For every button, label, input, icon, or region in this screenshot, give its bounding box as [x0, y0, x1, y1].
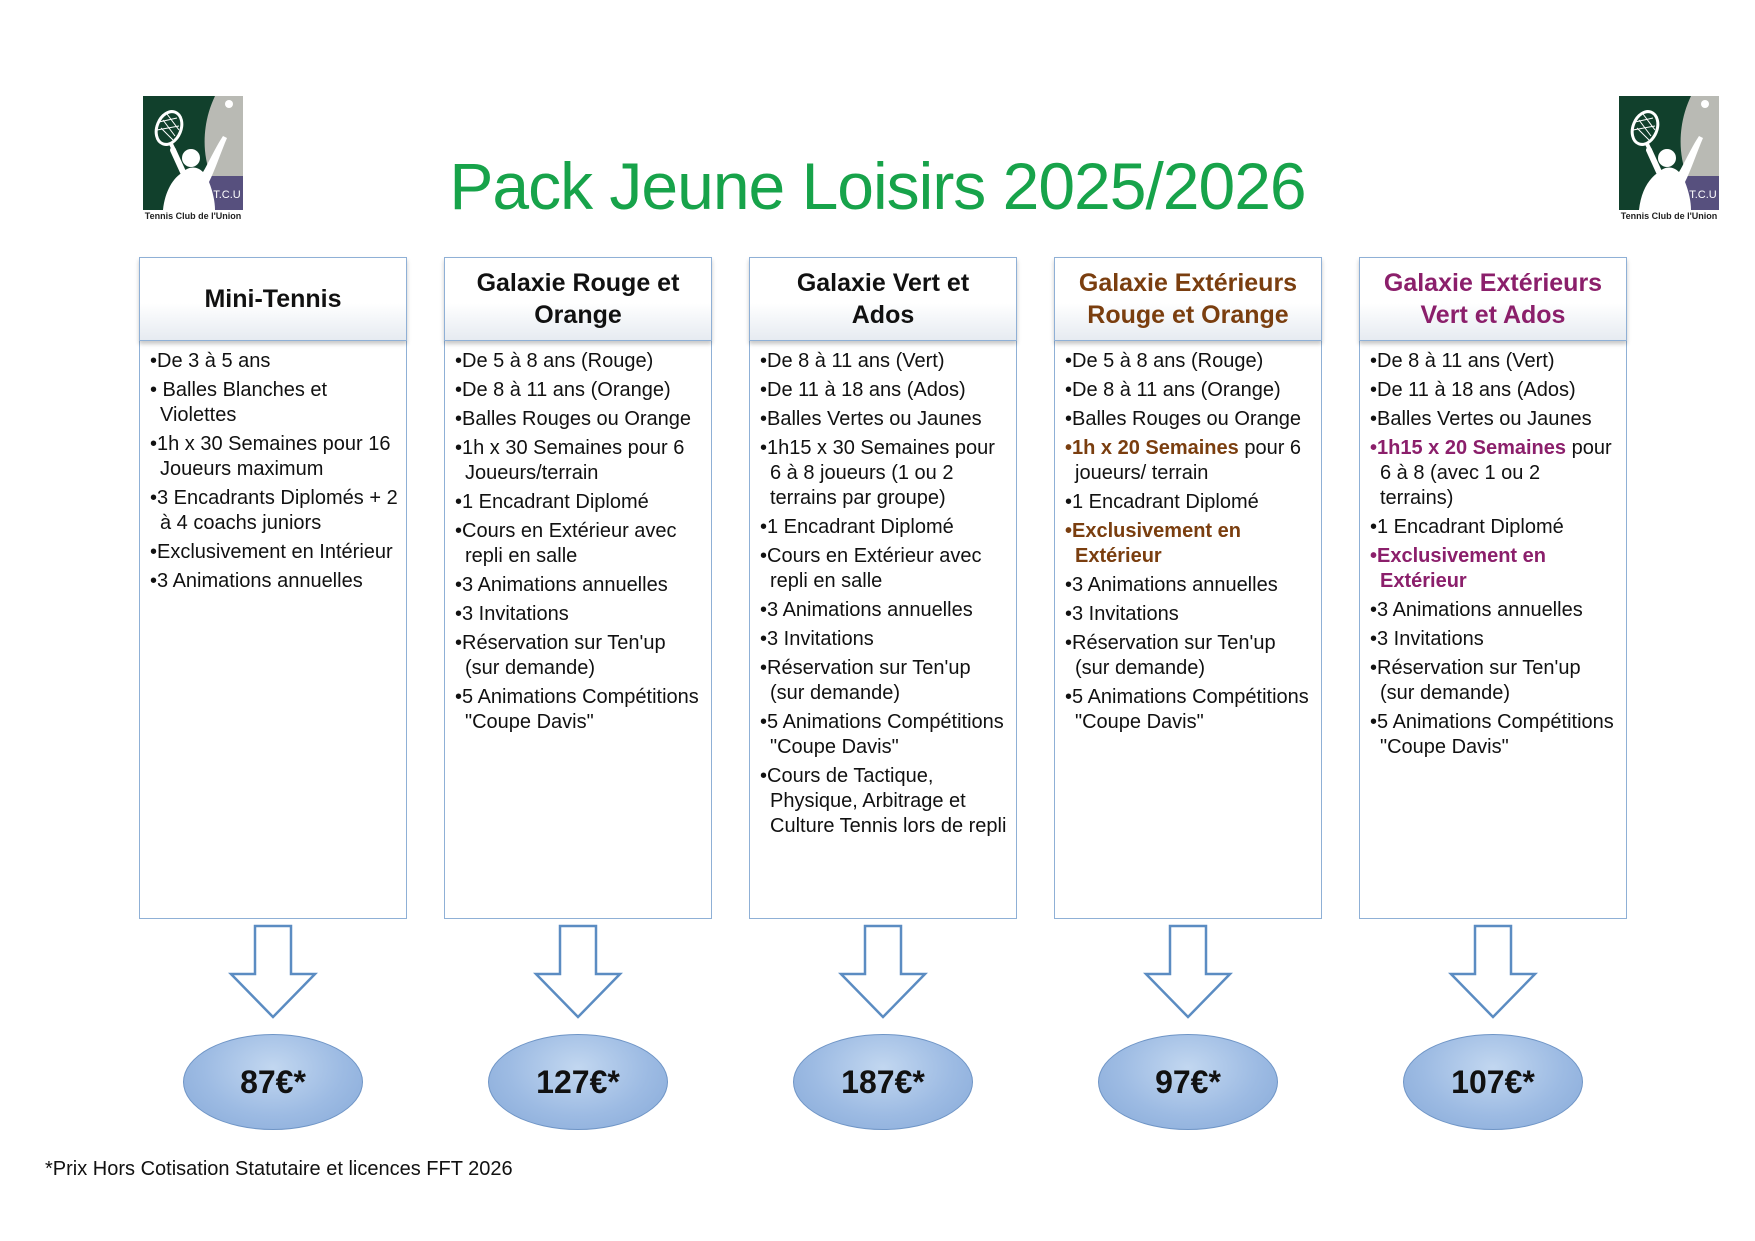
feature-list	[1065, 349, 1313, 735]
pack-column	[444, 257, 712, 1130]
feature-text: •Balles Vertes ou Jaunes	[1370, 408, 1592, 430]
feature-item	[1065, 349, 1313, 374]
feature-item	[1065, 573, 1313, 598]
feature-text: •De 8 à 11 ans (Orange)	[1065, 379, 1281, 401]
pack-features	[139, 341, 407, 919]
feature-text: •De 11 à 18 ans (Ados)	[760, 379, 966, 401]
price-badge: 187€*	[793, 1034, 973, 1130]
feature-item	[1065, 436, 1313, 486]
feature-text: •3 Encadrants Diplomés + 2 à 4 coachs juniors	[150, 487, 398, 534]
feature-text: •1h x 20 Semaines	[1065, 437, 1239, 459]
feature-item	[150, 540, 398, 565]
feature-text: •5 Animations Compétitions "Coupe Davis"	[760, 711, 1004, 758]
feature-text-rest: pour 6 à 8 (avec 1 ou 2 terrains)	[1380, 437, 1612, 509]
logo-initials: T.C.U	[213, 189, 241, 201]
arrow-down-icon	[1143, 924, 1233, 1020]
feature-item	[1065, 602, 1313, 627]
feature-item	[1370, 349, 1618, 374]
feature-item	[760, 764, 1008, 839]
feature-item	[760, 515, 1008, 540]
feature-item	[455, 490, 703, 515]
feature-item	[760, 436, 1008, 511]
feature-text: •5 Animations Compétitions "Coupe Davis"	[1065, 686, 1309, 733]
feature-text: •De 5 à 8 ans (Rouge)	[1065, 350, 1264, 372]
price-badge: 127€*	[488, 1034, 668, 1130]
feature-text: •Exclusivement en Extérieur	[1065, 520, 1241, 567]
feature-item	[1065, 378, 1313, 403]
footnote: *Prix Hors Cotisation Statutaire et licences FFT 2026	[45, 1158, 513, 1180]
feature-item	[455, 631, 703, 681]
pack-title: Galaxie Rouge et Orange	[444, 257, 712, 341]
feature-text: •1h15 x 30 Semaines pour 6 à 8 joueurs (1 ou 2 terrains par groupe)	[760, 437, 995, 509]
feature-text: •3 Animations annuelles	[1065, 574, 1278, 596]
feature-item	[455, 519, 703, 569]
feature-text: •Balles Rouges ou Orange	[1065, 408, 1302, 430]
feature-item	[1065, 407, 1313, 432]
feature-text: •Balles Rouges ou Orange	[455, 408, 692, 430]
feature-item	[150, 486, 398, 536]
feature-text: • Balles Blanches et Violettes	[150, 379, 328, 426]
pack-title: Mini-Tennis	[139, 257, 407, 341]
feature-item	[1370, 656, 1618, 706]
club-logo-left	[143, 96, 243, 221]
feature-item	[760, 627, 1008, 652]
feature-item	[1370, 407, 1618, 432]
feature-item	[150, 349, 398, 374]
feature-text: •Réservation sur Ten'up (sur demande)	[1370, 657, 1581, 704]
logo-club-name: Tennis Club de l'Union	[1620, 211, 1718, 221]
feature-item	[1370, 515, 1618, 540]
arrow-down-icon	[1448, 924, 1538, 1020]
feature-text: •De 11 à 18 ans (Ados)	[1370, 379, 1576, 401]
feature-item	[1065, 685, 1313, 735]
feature-text: •De 3 à 5 ans	[150, 350, 271, 372]
feature-item	[1370, 710, 1618, 760]
price-badge: 87€*	[183, 1034, 363, 1130]
pack-title: Galaxie Vert et Ados	[749, 257, 1017, 341]
arrow-down-icon	[838, 924, 928, 1020]
feature-text: •Cours de Tactique, Physique, Arbitrage et Culture Tennis lors de repli	[760, 765, 1007, 837]
feature-item	[1370, 378, 1618, 403]
feature-item	[1370, 627, 1618, 652]
feature-item	[455, 602, 703, 627]
pack-features	[1359, 341, 1627, 919]
feature-text: •5 Animations Compétitions "Coupe Davis"	[455, 686, 699, 733]
feature-item	[1065, 519, 1313, 569]
feature-item	[455, 685, 703, 735]
tennis-player-logo-icon	[1619, 96, 1719, 210]
feature-text: •De 8 à 11 ans (Vert)	[1370, 350, 1555, 372]
pack-title: Galaxie Extérieurs Vert et Ados	[1359, 257, 1627, 341]
pack-features	[1054, 341, 1322, 919]
price-badge: 97€*	[1098, 1034, 1278, 1130]
feature-item	[150, 569, 398, 594]
feature-text: •3 Invitations	[1370, 628, 1484, 650]
feature-text: •3 Invitations	[1065, 603, 1179, 625]
feature-text: •1h x 30 Semaines pour 16 Joueurs maximum	[150, 433, 391, 480]
feature-item	[1370, 544, 1618, 594]
feature-text: •Réservation sur Ten'up (sur demande)	[1065, 632, 1276, 679]
feature-text: •3 Invitations	[760, 628, 874, 650]
feature-text: •1 Encadrant Diplomé	[1065, 491, 1259, 513]
pack-features	[444, 341, 712, 919]
feature-item	[1370, 598, 1618, 623]
feature-text: •3 Animations annuelles	[1370, 599, 1583, 621]
price-badge: 107€*	[1403, 1034, 1583, 1130]
feature-item	[760, 349, 1008, 374]
arrow-down-icon	[533, 924, 623, 1020]
feature-text: •Exclusivement en Extérieur	[1370, 545, 1546, 592]
feature-item	[760, 378, 1008, 403]
feature-text: •5 Animations Compétitions "Coupe Davis"	[1370, 711, 1614, 758]
feature-item	[1065, 490, 1313, 515]
feature-item	[150, 378, 398, 428]
feature-list	[455, 349, 703, 735]
feature-list	[1370, 349, 1618, 760]
pack-column	[1359, 257, 1627, 1130]
feature-text: •3 Animations annuelles	[455, 574, 668, 596]
feature-text: •Réservation sur Ten'up (sur demande)	[455, 632, 666, 679]
logo-initials: T.C.U	[1689, 189, 1717, 201]
feature-item	[455, 407, 703, 432]
feature-text: •De 5 à 8 ans (Rouge)	[455, 350, 654, 372]
feature-text: •1h15 x 20 Semaines	[1370, 437, 1567, 459]
feature-item	[150, 432, 398, 482]
pack-column	[1054, 257, 1322, 1130]
feature-list	[150, 349, 398, 594]
feature-text: •De 8 à 11 ans (Vert)	[760, 350, 945, 372]
tennis-player-logo-icon	[143, 96, 243, 210]
feature-item	[455, 436, 703, 486]
feature-text: •1 Encadrant Diplomé	[1370, 516, 1564, 538]
logo-club-name: Tennis Club de l'Union	[144, 211, 242, 221]
feature-text: •3 Invitations	[455, 603, 569, 625]
feature-item	[760, 407, 1008, 432]
feature-text: •3 Animations annuelles	[150, 570, 363, 592]
page-title: Pack Jeune Loisirs 2025/2026	[449, 149, 1306, 223]
feature-item	[760, 656, 1008, 706]
feature-text: •1 Encadrant Diplomé	[760, 516, 954, 538]
feature-text: •Cours en Extérieur avec repli en salle	[760, 545, 982, 592]
feature-text-rest: pour 6 joueurs/ terrain	[1075, 437, 1302, 484]
feature-item	[760, 598, 1008, 623]
feature-item	[455, 573, 703, 598]
feature-text: •Exclusivement en Intérieur	[150, 541, 393, 563]
feature-text: •De 8 à 11 ans (Orange)	[455, 379, 671, 401]
feature-text: •Cours en Extérieur avec repli en salle	[455, 520, 677, 567]
feature-text: •1h x 30 Semaines pour 6 Joueurs/terrain	[455, 437, 685, 484]
pack-features	[749, 341, 1017, 919]
feature-text: •1 Encadrant Diplomé	[455, 491, 649, 513]
feature-text: •3 Animations annuelles	[760, 599, 973, 621]
pack-column	[139, 257, 407, 1130]
feature-item	[760, 710, 1008, 760]
feature-item	[455, 349, 703, 374]
feature-text: •Réservation sur Ten'up (sur demande)	[760, 657, 971, 704]
feature-item	[455, 378, 703, 403]
pack-column	[749, 257, 1017, 1130]
arrow-down-icon	[228, 924, 318, 1020]
feature-text: •Balles Vertes ou Jaunes	[760, 408, 982, 430]
pack-title: Galaxie Extérieurs Rouge et Orange	[1054, 257, 1322, 341]
feature-list	[760, 349, 1008, 839]
feature-item	[1370, 436, 1618, 511]
feature-item	[760, 544, 1008, 594]
feature-item	[1065, 631, 1313, 681]
club-logo-right	[1619, 96, 1719, 221]
